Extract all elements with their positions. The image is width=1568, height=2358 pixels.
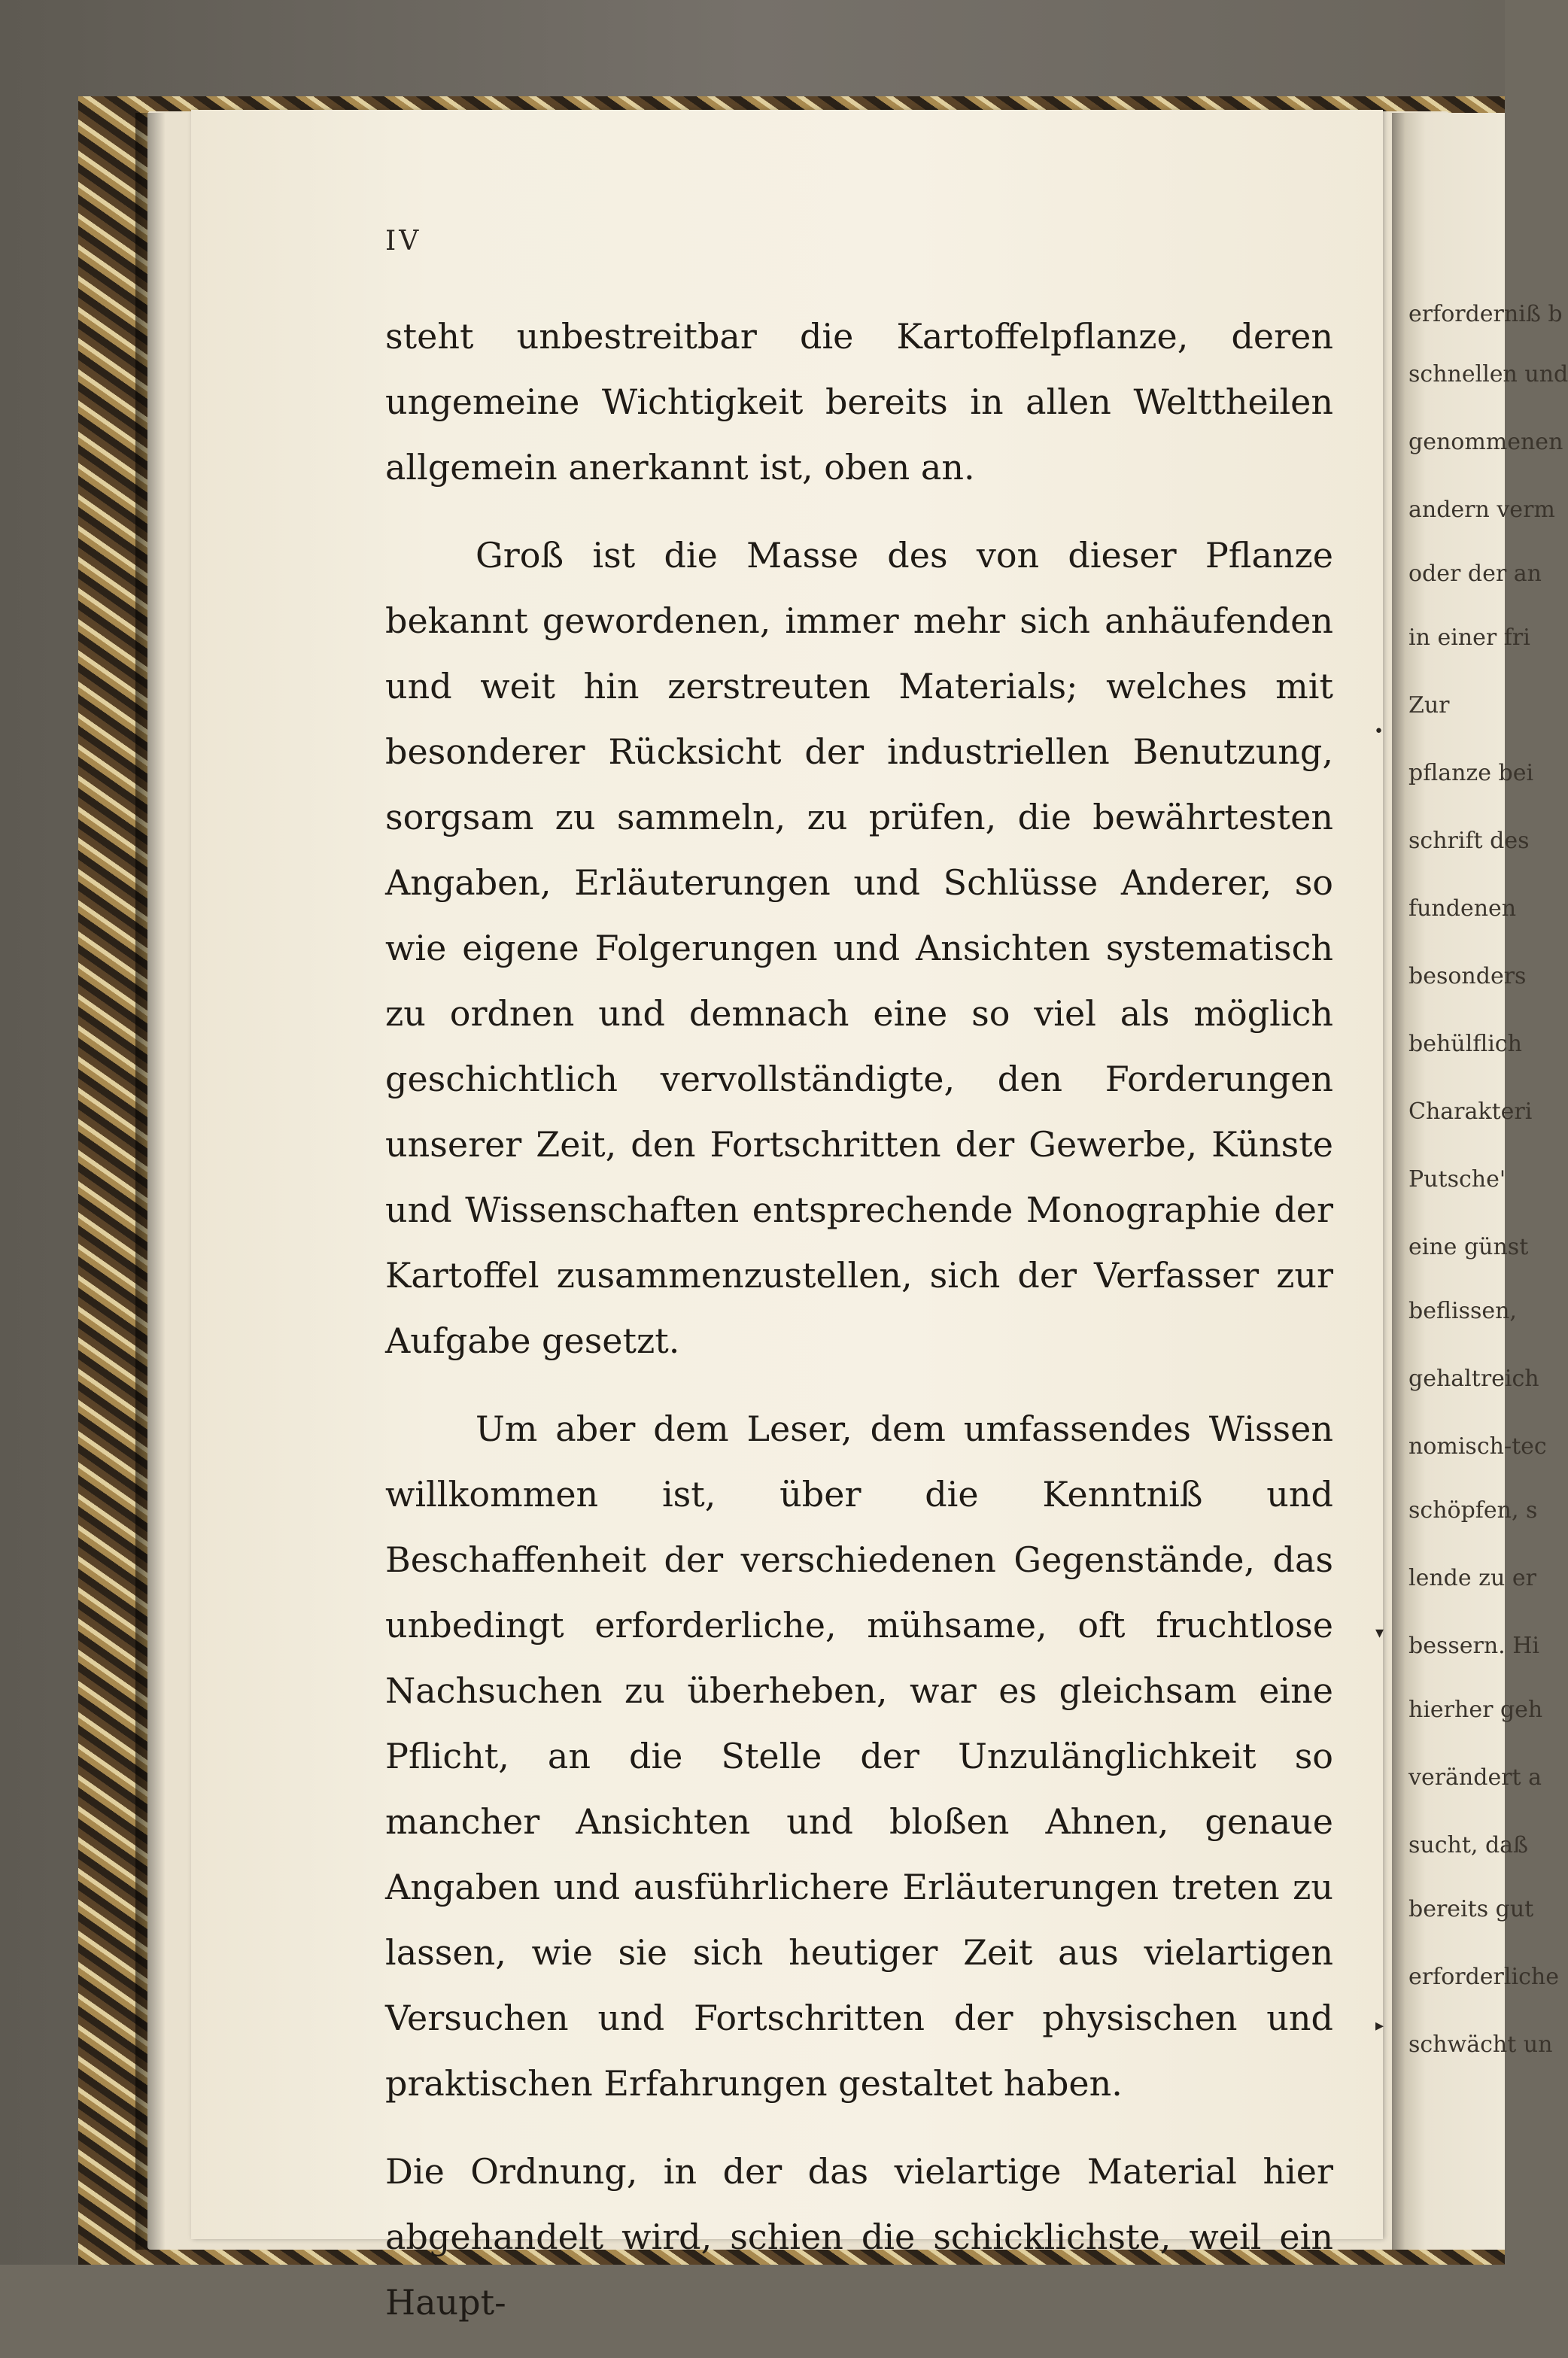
- right-page-fragment: pflanze bei: [1408, 760, 1534, 786]
- right-page-fragment: Charakteri: [1408, 1098, 1533, 1125]
- right-page-fragment: fundenen: [1408, 895, 1517, 922]
- right-page-fragment: eine günst: [1408, 1234, 1529, 1260]
- right-page-fragment: erforderniß b: [1408, 301, 1563, 327]
- right-page-fragment: bereits gut: [1408, 1896, 1534, 1922]
- right-page-fragment: schwächt un: [1408, 2031, 1553, 2058]
- right-page-fragment: Putsche': [1408, 1166, 1506, 1193]
- paragraph: steht unbestreitbar die Kartoffelpflanze, deren ungemeine Wichtigkeit bereits in allen Welttheilen allgemein anerkannt ist, oben an.: [385, 316, 1333, 488]
- paragraph: Die Ordnung, in der das vielartige Material hier abgehandelt wird, schien die schicklichste, weil ein Haupt-: [385, 2151, 1333, 2323]
- gutter-mark-icon: ▾: [1375, 1624, 1384, 1642]
- page-number: IV: [385, 226, 422, 257]
- right-page-fragment: Zur: [1408, 692, 1450, 719]
- right-page-fragment: sucht, daß: [1408, 1832, 1529, 1858]
- right-page-fragment: lende zu er: [1408, 1565, 1536, 1591]
- right-page-fragment: schrift des: [1408, 828, 1530, 854]
- right-page-fragment: behülflich: [1408, 1031, 1522, 1057]
- right-page-fragment: bessern. Hi: [1408, 1633, 1539, 1659]
- spine-shadow: [135, 113, 166, 2250]
- right-page-edge: [1392, 113, 1568, 2250]
- right-page-fragment: verändert a: [1408, 1764, 1542, 1791]
- right-page-fragment: schöpfen, s: [1408, 1497, 1538, 1524]
- right-page-fragment: schnellen und: [1408, 361, 1568, 387]
- right-page-fragment: in einer fri: [1408, 624, 1530, 651]
- right-page-fragment: hierher geh: [1408, 1697, 1543, 1723]
- right-page-fragment: oder der an: [1408, 561, 1542, 587]
- paragraph: Groß ist die Masse des von dieser Pflanze bekannt gewordenen, immer mehr sich anhäufenden und weit hin zerstreuten Materials; welches mit besonderer Rücksicht der industriellen Benutzung, sorgsam zu sammeln, zu prüfen, die bewährtesten Angaben, Erläuterungen und Schlüsse Anderer, so wie eigene Folgerungen und Ansichten systematisch zu ordnen und demnach eine so viel als möglich geschichtlich vervollständigte, den Forderungen unserer Zeit, den Fortschritten der Gewerbe, Künste und Wissenschaften entsprechende Monographie der Kartoffel zusammenzustellen, sich der Verfasser zur Aufgabe gesetzt.: [385, 535, 1333, 1361]
- right-page-fragment: gehaltreich: [1408, 1366, 1539, 1392]
- gutter-mark-icon: ▸: [1375, 2016, 1384, 2035]
- right-page-fragment: erforderliche: [1408, 1964, 1559, 1990]
- page-body: [385, 304, 1333, 2358]
- right-page-fragment: andern verm: [1408, 497, 1555, 523]
- right-page-fragment: genommenen: [1408, 429, 1563, 455]
- right-page-fragment: nomisch-tec: [1408, 1433, 1547, 1460]
- gutter-mark-icon: •: [1374, 722, 1384, 741]
- right-page-fragment: besonders: [1408, 963, 1527, 989]
- paragraph: Um aber dem Leser, dem umfassendes Wissen willkommen ist, über die Kenntniß und Beschaffenheit der verschiedenen Gegenstände, das unbedingt erforderliche, mühsame, oft fruchtlose Nachsuchen zu überheben, war es gleichsam eine Pflicht, an die Stelle der Unzulänglichkeit so mancher Ansichten und bloßen Ahnen, genaue Angaben und ausführlichere Erläuterungen treten zu lassen, wie sie sich heutiger Zeit aus vielartigen Versuchen und Fortschritten der physischen und praktischen Erfahrungen gestaltet haben.: [385, 1408, 1333, 2104]
- right-page-fragment: beflissen,: [1408, 1298, 1517, 1324]
